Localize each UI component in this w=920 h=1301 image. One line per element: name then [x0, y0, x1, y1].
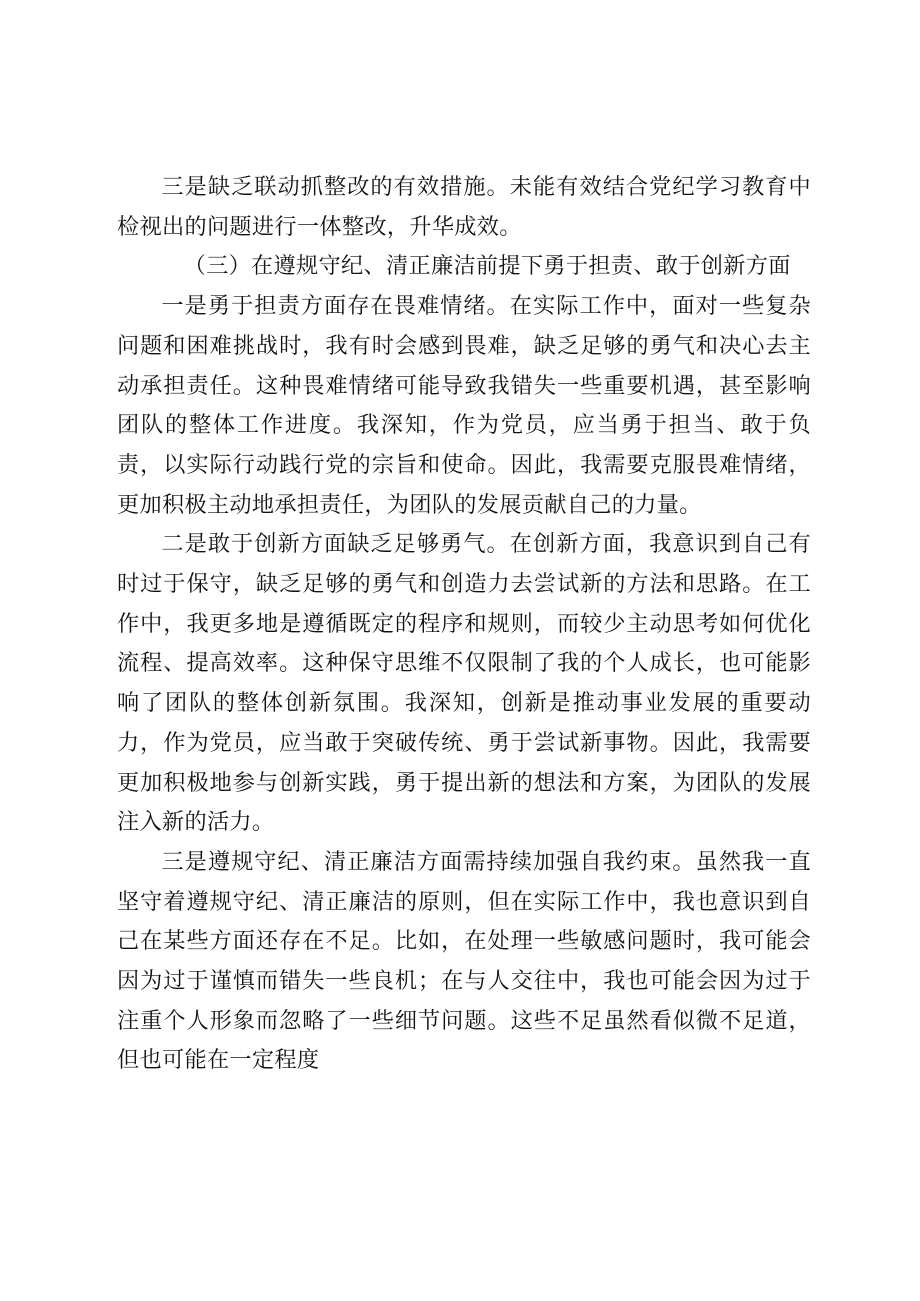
- document-body: [117, 168, 811, 1081]
- paragraph-innovation: 二是敢于创新方面缺乏足够勇气。在创新方面，我意识到自己有时过于保守，缺乏足够的勇气和创造力去尝试新的方法和思路。在工作中，我更多地是遵循既定的程序和规则，而较少主动思考如何优化流程、提高效率。这种保守思维不仅限制了我的个人成长，也可能影响了团队的整体创新氛围。我深知，创新是推动事业发展的重要动力，作为党员，应当敢于突破传统、勇于尝试新事物。因此，我需要更加积极地参与创新实践，勇于提出新的想法和方案，为团队的发展注入新的活力。: [117, 531, 811, 836]
- paragraph-discipline: 三是遵规守纪、清正廉洁方面需持续加强自我约束。虽然我一直坚守着遵规守纪、清正廉洁的原则，但在实际工作中，我也意识到自己在某些方面还存在不足。比如，在处理一些敏感问题时，我可能会因为过于谨慎而错失一些良机；在与人交往中，我也可能会因为过于注重个人形象而忽略了一些细节问题。这些不足虽然看似微不足道，但也可能在一定程度: [117, 848, 811, 1074]
- paragraph-responsibility: 一是勇于担责方面存在畏难情绪。在实际工作中，面对一些复杂问题和困难挑战时，我有时会感到畏难，缺乏足够的勇气和决心去主动承担责任。这种畏难情绪可能导致我错失一些重要机遇，甚至影响团队的整体工作进度。我深知，作为党员，应当勇于担当、敢于负责，以实际行动践行党的宗旨和使命。因此，我需要克服畏难情绪，更加积极主动地承担责任，为团队的发展贡献自己的力量。: [117, 293, 811, 518]
- paragraph-rectification-measures: 三是缺乏联动抓整改的有效措施。未能有效结合党纪学习教育中检视出的问题进行一体整改，升华成效。: [117, 174, 811, 240]
- section-heading-3: （三）在遵规守纪、清正廉洁前提下勇于担责、敢于创新方面: [183, 253, 791, 280]
